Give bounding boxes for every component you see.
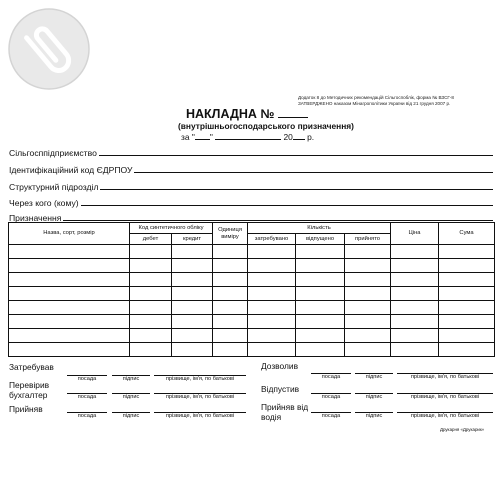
regulation-line-2: ЗАТВЕРДЖЕНО наказом Мінагрополітики України від 21 грудня 2007 р. [298, 101, 451, 106]
table-cell[interactable] [296, 343, 345, 357]
date-year-blank[interactable] [293, 131, 305, 140]
sig-label-accepted: Прийняв [9, 404, 43, 414]
table-cell[interactable] [130, 287, 172, 301]
table-cell[interactable] [296, 259, 345, 273]
signature-caption: посада [77, 413, 97, 419]
field-label: Структурний підрозділ [9, 182, 99, 192]
table-cell[interactable] [439, 273, 495, 287]
table-cell[interactable] [9, 329, 130, 343]
signature-caption: підпис [365, 413, 383, 419]
table-cell[interactable] [9, 301, 130, 315]
table-cell[interactable] [213, 245, 248, 259]
table-cell[interactable] [213, 301, 248, 315]
table-cell[interactable] [9, 273, 130, 287]
table-cell[interactable] [248, 245, 296, 259]
table-cell[interactable] [391, 245, 439, 259]
date-day-blank[interactable] [195, 131, 210, 140]
field-label: Призначення [9, 213, 62, 223]
table-cell[interactable] [296, 329, 345, 343]
table-cell[interactable] [391, 329, 439, 343]
field-line[interactable] [63, 220, 493, 221]
signature-caption: посада [321, 374, 341, 380]
document-subtitle: (внутрішньогосподарського призначення) [178, 121, 354, 131]
field-structural-unit[interactable] [9, 178, 493, 192]
field-line[interactable] [99, 155, 493, 156]
sig-label-accepted-from-driver: Прийняв від водія [261, 402, 309, 422]
signature-caption: прізвище, ім'я, по батькові [165, 376, 235, 382]
field-enterprise[interactable] [9, 144, 493, 158]
table-cell[interactable] [345, 273, 391, 287]
table-cell[interactable] [391, 287, 439, 301]
field-label: Через кого (кому) [9, 198, 79, 208]
date-line [181, 131, 314, 142]
table-cell[interactable] [130, 273, 172, 287]
table-cell[interactable] [296, 287, 345, 301]
table-cell[interactable] [213, 343, 248, 357]
table-cell[interactable] [130, 301, 172, 315]
table-cell[interactable] [345, 301, 391, 315]
date-suffix: р. [307, 132, 315, 142]
table-cell[interactable] [248, 343, 296, 357]
table-cell[interactable] [296, 245, 345, 259]
table-cell[interactable] [345, 343, 391, 357]
header-unit: Одиниця виміру [213, 223, 248, 245]
signature-caption: посада [77, 376, 97, 382]
date-prefix: за " [181, 132, 195, 142]
table-cell[interactable] [248, 259, 296, 273]
signature-caption: прізвище, ім'я, по батькові [165, 413, 235, 419]
document-title [186, 107, 308, 121]
table-row [9, 259, 495, 273]
signature-caption: підпис [365, 374, 383, 380]
field-line[interactable] [100, 189, 493, 190]
table-cell[interactable] [9, 287, 130, 301]
table-row [9, 315, 495, 329]
table-cell[interactable] [9, 343, 130, 357]
table-cell[interactable] [391, 273, 439, 287]
table-cell[interactable] [439, 287, 495, 301]
sig-label-permitted: Дозволив [261, 361, 299, 371]
table-cell[interactable] [391, 343, 439, 357]
table-cell[interactable] [248, 329, 296, 343]
document-number-blank[interactable] [278, 109, 308, 118]
field-label: Ідентифікаційний код ЄДРПОУ [9, 165, 133, 175]
signature-caption: підпис [365, 394, 383, 400]
field-purpose[interactable] [9, 209, 493, 223]
title-text: НАКЛАДНА № [186, 107, 275, 121]
field-line[interactable] [134, 172, 493, 173]
sig-label-released: Відпустив [261, 384, 300, 394]
table-cell[interactable] [9, 245, 130, 259]
table-cell[interactable] [213, 273, 248, 287]
sig-label-requested: Затребував [9, 362, 54, 372]
signature-caption: прізвище, ім'я, по батькові [165, 394, 235, 400]
table-cell[interactable] [248, 315, 296, 329]
header-debit: дебет [130, 234, 172, 245]
table-cell[interactable] [130, 245, 172, 259]
table-cell[interactable] [172, 315, 213, 329]
regulation-line-1: Додаток 8 до Методичних рекомендацій Сільгоспоблік, форма № ВЗСГ-8 [298, 95, 454, 100]
table-cell[interactable] [439, 315, 495, 329]
table-row [9, 273, 495, 287]
paperclip-logo-icon [6, 6, 92, 92]
signature-caption: посада [321, 413, 341, 419]
signature-caption: прізвище, ім'я, по батькові [410, 394, 480, 400]
table-cell[interactable] [9, 315, 130, 329]
table-cell[interactable] [248, 273, 296, 287]
form-regulation-note [298, 95, 454, 107]
table-cell[interactable] [213, 329, 248, 343]
table-cell[interactable] [296, 273, 345, 287]
header-quantity: Кількість [248, 223, 391, 234]
table-cell[interactable] [172, 329, 213, 343]
signature-caption: підпис [122, 376, 140, 382]
signature-caption: посада [321, 394, 341, 400]
header-price: Ціна [391, 223, 439, 245]
table-cell[interactable] [172, 245, 213, 259]
sig-label-checked-accountant: Перевірив бухгалтер [9, 380, 50, 400]
signature-caption: підпис [122, 413, 140, 419]
table-row [9, 301, 495, 315]
signature-caption: прізвище, ім'я, по батькові [410, 374, 480, 380]
table-row [9, 287, 495, 301]
table-cell[interactable] [439, 343, 495, 357]
table-cell[interactable] [296, 315, 345, 329]
table-cell[interactable] [345, 259, 391, 273]
table-cell[interactable] [345, 315, 391, 329]
table-cell[interactable] [172, 273, 213, 287]
table-cell[interactable] [130, 329, 172, 343]
field-label: Сільгосппідприємство [9, 148, 97, 158]
table-cell[interactable] [172, 287, 213, 301]
table-cell[interactable] [213, 287, 248, 301]
date-month-blank[interactable] [215, 131, 281, 140]
header-account-code: Код синтетичного обліку [130, 223, 213, 234]
table-cell[interactable] [130, 259, 172, 273]
field-line[interactable] [81, 205, 493, 206]
table-cell[interactable] [172, 301, 213, 315]
table-cell[interactable] [248, 287, 296, 301]
table-row [9, 329, 495, 343]
table-cell[interactable] [439, 301, 495, 315]
signature-caption: підпис [122, 394, 140, 400]
date-quote: " [209, 132, 213, 142]
field-edrpou-code[interactable] [9, 161, 493, 175]
header-name: Назва, сорт, розмір [9, 223, 130, 245]
header-sum: Сума [439, 223, 495, 245]
signature-caption: посада [77, 394, 97, 400]
printer-credit: Друкарня «Друкарик» [440, 427, 485, 432]
table-row [9, 343, 495, 357]
table-cell[interactable] [345, 329, 391, 343]
table-cell[interactable] [130, 315, 172, 329]
table-cell[interactable] [130, 343, 172, 357]
table-cell[interactable] [439, 245, 495, 259]
table-cell[interactable] [391, 301, 439, 315]
signature-caption: прізвище, ім'я, по батькові [410, 413, 480, 419]
field-through-whom[interactable] [9, 194, 493, 208]
table-cell[interactable] [391, 315, 439, 329]
goods-table [8, 222, 495, 357]
table-cell[interactable] [172, 259, 213, 273]
table-cell[interactable] [248, 301, 296, 315]
table-cell[interactable] [345, 245, 391, 259]
date-year-prefix: 20 [283, 132, 293, 142]
table-row [9, 245, 495, 259]
table-cell[interactable] [439, 329, 495, 343]
table-cell[interactable] [439, 259, 495, 273]
table-cell[interactable] [391, 259, 439, 273]
table-cell[interactable] [345, 287, 391, 301]
header-accepted: прийнято [345, 234, 391, 245]
table-cell[interactable] [172, 343, 213, 357]
header-credit: кредит [172, 234, 213, 245]
table-body [9, 245, 495, 357]
header-released: відпущено [296, 234, 345, 245]
table-cell[interactable] [213, 315, 248, 329]
table-cell[interactable] [213, 259, 248, 273]
header-required: затребувано [248, 234, 296, 245]
table-cell[interactable] [9, 259, 130, 273]
table-cell[interactable] [296, 301, 345, 315]
